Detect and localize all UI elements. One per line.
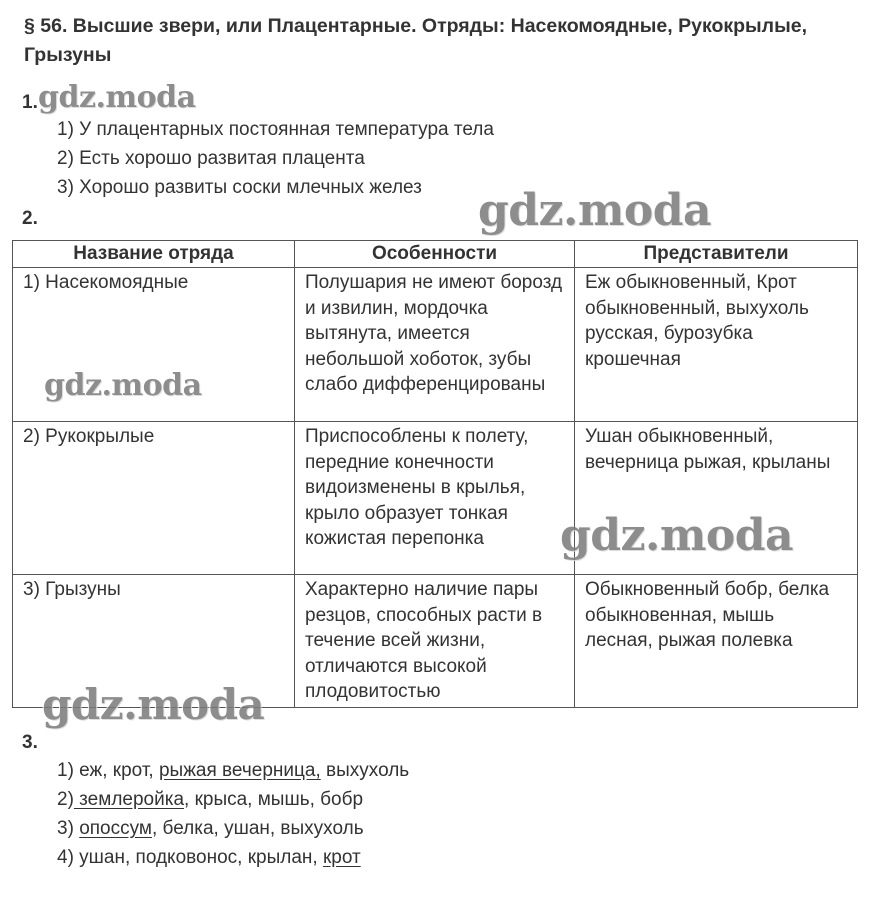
question-2-number: 2.	[22, 208, 38, 229]
watermark: gdz.moda	[42, 680, 265, 729]
q3-answer-3	[57, 818, 364, 840]
q3-answer-1	[57, 760, 409, 782]
q3-answer-3-underlined: опоссум	[79, 818, 152, 839]
q3-answer-1-rest: выхухоль	[320, 760, 410, 781]
cell-order: 3) Грызуны	[13, 575, 295, 708]
question-1-number: 1.	[22, 92, 38, 113]
q3-answer-2-underlined: землеройка	[73, 789, 185, 810]
q3-answer-3-prefix: 3)	[57, 818, 80, 839]
cell-order: 2) Рукокрылые	[13, 422, 295, 575]
q1-answer-3: 3) Хорошо развиты соски млечных желез	[57, 177, 422, 198]
q3-answer-1-text: 1) еж, крот,	[57, 760, 159, 781]
cell-order: 1) Насекомоядные	[13, 268, 295, 422]
watermark: gdz.moda	[38, 80, 196, 115]
q3-answer-4-underlined: крот	[322, 847, 361, 868]
q3-answer-4-prefix: 4) ушан, подковонос, крылан,	[57, 847, 323, 868]
q3-answer-2-prefix: 2)	[57, 789, 74, 810]
column-header-order: Название отряда	[13, 241, 295, 268]
q3-answer-4	[57, 847, 361, 869]
column-header-examples: Представители	[575, 241, 858, 268]
cell-features: Полушария не имеют борозд и извилин, мордочка вытянута, имеется небольшой хоботок, зубы слабо дифференцированы	[295, 268, 575, 422]
q3-answer-2	[57, 789, 363, 811]
q1-answer-2: 2) Есть хорошо развитая плацента	[57, 148, 365, 169]
column-header-features: Особенности	[295, 241, 575, 268]
watermark: gdz.moda	[560, 510, 794, 561]
orders-table	[12, 240, 858, 708]
q3-answer-2-rest: , крыса, мышь, бобр	[184, 789, 364, 810]
watermark: gdz.moda	[478, 185, 712, 236]
cell-features: Приспособлены к полету, передние конечности видоизменены в крылья, крыло образует тонкая кожистая перепонка	[295, 422, 575, 575]
question-3-number: 3.	[22, 732, 38, 753]
cell-examples: Ушан обыкновенный, вечерница рыжая, крыланы	[575, 422, 858, 575]
watermark: gdz.moda	[44, 368, 202, 403]
page-title: § 56. Высшие звери, или Плацентарные. Отряды: Насекомоядные, Рукокрылые, Грызуны	[24, 15, 807, 66]
cell-examples: Еж обыкновенный, Крот обыкновенный, выхухоль русская, бурозубка крошечная	[575, 268, 858, 422]
q3-answer-3-rest: , белка, ушан, выхухоль	[151, 818, 364, 839]
cell-features: Характерно наличие пары резцов, способных расти в течение всей жизни, отличаются высокой плодовитостью	[295, 575, 575, 708]
q1-answer-1: 1) У плацентарных постоянная температура тела	[57, 119, 494, 140]
cell-examples: Обыкновенный бобр, белка обыкновенная, мышь лесная, рыжая полевка	[575, 575, 858, 708]
table-header-row	[13, 241, 858, 268]
q3-answer-1-underlined: рыжая вечерница,	[158, 760, 321, 781]
